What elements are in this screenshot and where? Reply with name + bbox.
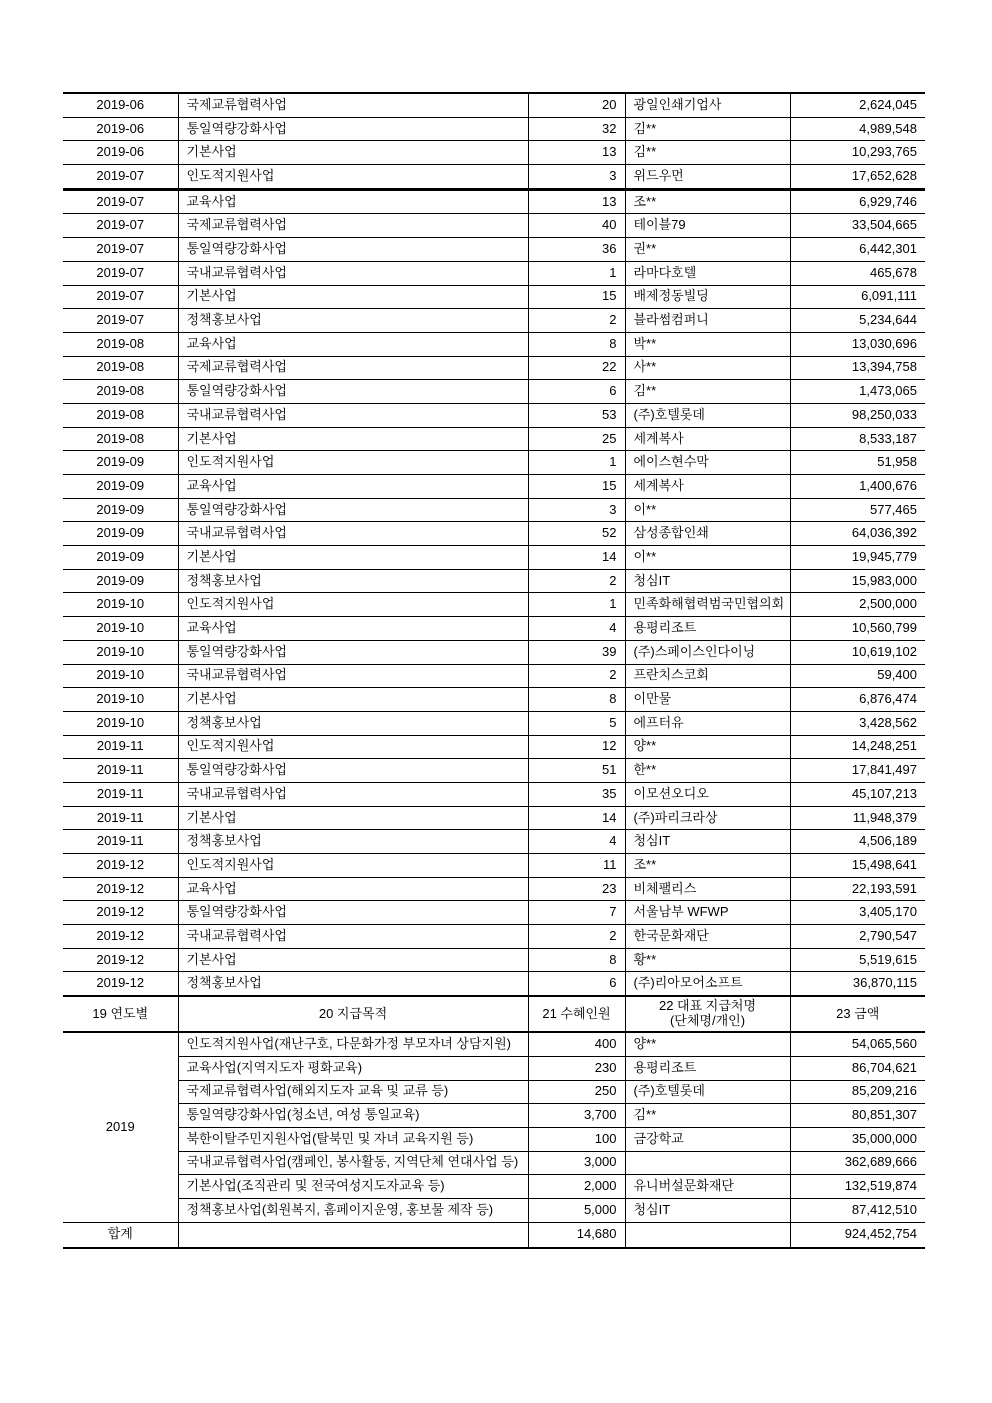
cell-beneficiaries: 23: [528, 877, 625, 901]
cell-amount: 17,652,628: [790, 165, 925, 190]
detail-row: [63, 877, 925, 901]
cell-beneficiaries: 25: [528, 427, 625, 451]
cell-recipient: 청심IT: [625, 830, 790, 854]
cell-beneficiaries: 15: [528, 475, 625, 499]
cell-recipient: 용평리조트: [625, 617, 790, 641]
cell-beneficiaries: 32: [528, 117, 625, 141]
cell-recipient: (주)파리크라상: [625, 806, 790, 830]
detail-row: [63, 546, 925, 570]
cell-beneficiaries: 13: [528, 189, 625, 214]
cell-year-month: 2019-11: [63, 782, 178, 806]
cell-beneficiaries: 35: [528, 782, 625, 806]
cell-amount: 6,091,111: [790, 285, 925, 309]
cell-recipient: (주)스페이스인다이닝: [625, 640, 790, 664]
cell-year-month: 2019-06: [63, 141, 178, 165]
detail-row: [63, 664, 925, 688]
cell-purpose: 기본사업: [178, 546, 528, 570]
cell-year-month: 2019-11: [63, 759, 178, 783]
cell-purpose: 인도적지원사업: [178, 451, 528, 475]
cell-recipient: 김**: [625, 117, 790, 141]
cell-amount: 80,851,307: [790, 1104, 925, 1128]
cell-year-month: 2019-10: [63, 593, 178, 617]
cell-recipient: 황**: [625, 948, 790, 972]
cell-beneficiaries: 7: [528, 901, 625, 925]
detail-row: [63, 830, 925, 854]
cell-purpose: 기본사업: [178, 427, 528, 451]
detail-row: [63, 380, 925, 404]
cell-recipient: 에프터유: [625, 711, 790, 735]
header-year-col: 19 연도별: [63, 996, 178, 1032]
cell-beneficiaries: 2: [528, 925, 625, 949]
summary-row: [63, 1175, 925, 1199]
cell-purpose: 기본사업(조직관리 및 전국여성지도자교육 등): [178, 1175, 528, 1199]
cell-amount: 15,983,000: [790, 569, 925, 593]
cell-recipient: 양**: [625, 1032, 790, 1056]
cell-recipient: 이모션오디오: [625, 782, 790, 806]
cell-purpose: 교육사업: [178, 475, 528, 499]
cell-amount: 14,248,251: [790, 735, 925, 759]
cell-purpose: 국내교류협력사업: [178, 403, 528, 427]
cell-beneficiaries: 11: [528, 854, 625, 878]
disbursement-table: [63, 92, 925, 1249]
cell-recipient: 이만물: [625, 688, 790, 712]
cell-amount: 11,948,379: [790, 806, 925, 830]
detail-row: [63, 593, 925, 617]
cell-beneficiaries: 6: [528, 380, 625, 404]
cell-amount: 362,689,666: [790, 1151, 925, 1175]
cell-year-month: 2019-12: [63, 972, 178, 996]
cell-amount: 465,678: [790, 261, 925, 285]
cell-recipient: 조**: [625, 854, 790, 878]
cell-purpose: 정책홍보사업: [178, 711, 528, 735]
cell-recipient: (주)호텔롯데: [625, 403, 790, 427]
cell-amount: 5,234,644: [790, 309, 925, 333]
total-section: [63, 1222, 925, 1248]
cell-summary-year: 2019: [63, 1032, 178, 1222]
cell-recipient: 서울남부 WFWP: [625, 901, 790, 925]
cell-purpose: 국제교류협력사업: [178, 356, 528, 380]
detail-row: [63, 735, 925, 759]
cell-year-month: 2019-10: [63, 711, 178, 735]
cell-beneficiaries: 2,000: [528, 1175, 625, 1199]
cell-recipient: 용평리조트: [625, 1056, 790, 1080]
cell-amount: 98,250,033: [790, 403, 925, 427]
cell-beneficiaries: 5,000: [528, 1198, 625, 1222]
cell-purpose: 국내교류협력사업(캠페인, 봉사활동, 지역단체 연대사업 등): [178, 1151, 528, 1175]
cell-amount: 6,442,301: [790, 238, 925, 262]
cell-amount: 13,030,696: [790, 332, 925, 356]
cell-purpose: 국제교류협력사업: [178, 214, 528, 238]
cell-year-month: 2019-07: [63, 214, 178, 238]
total-row: [63, 1222, 925, 1248]
cell-beneficiaries: 250: [528, 1080, 625, 1104]
cell-beneficiaries: 2: [528, 664, 625, 688]
cell-recipient: 이**: [625, 498, 790, 522]
cell-recipient: 유니버설문화재단: [625, 1175, 790, 1199]
cell-purpose: 인도적지원사업: [178, 854, 528, 878]
cell-year-month: 2019-08: [63, 380, 178, 404]
cell-year-month: 2019-08: [63, 403, 178, 427]
cell-beneficiaries: 39: [528, 640, 625, 664]
cell-year-month: 2019-07: [63, 189, 178, 214]
cell-recipient: 라마다호텔: [625, 261, 790, 285]
summary-row: [63, 1198, 925, 1222]
cell-recipient: 권**: [625, 238, 790, 262]
cell-purpose: 정책홍보사업(회원복지, 홈페이지운영, 홍보물 제작 등): [178, 1198, 528, 1222]
cell-year-month: 2019-09: [63, 475, 178, 499]
total-label: 합계: [63, 1222, 178, 1248]
cell-amount: 33,504,665: [790, 214, 925, 238]
cell-amount: 4,989,548: [790, 117, 925, 141]
cell-recipient: 블라썸컴퍼니: [625, 309, 790, 333]
cell-purpose: 국내교류협력사업: [178, 925, 528, 949]
cell-recipient: [625, 1151, 790, 1175]
cell-year-month: 2019-10: [63, 688, 178, 712]
cell-amount: 36,870,115: [790, 972, 925, 996]
cell-beneficiaries: 3: [528, 498, 625, 522]
cell-beneficiaries: 15: [528, 285, 625, 309]
cell-year-month: 2019-07: [63, 165, 178, 190]
header-purpose-col: 20 지급목적: [178, 996, 528, 1032]
cell-purpose: 인도적지원사업: [178, 165, 528, 190]
header-recipient-line2: (단체명/개인): [669, 1013, 746, 1029]
cell-amount: 19,945,779: [790, 546, 925, 570]
cell-recipient: 청심IT: [625, 569, 790, 593]
cell-amount: 86,704,621: [790, 1056, 925, 1080]
cell-purpose: 통일역량강화사업: [178, 640, 528, 664]
detail-row: [63, 285, 925, 309]
empty-cell: [625, 1222, 790, 1248]
cell-recipient: 조**: [625, 189, 790, 214]
cell-recipient: 금강학교: [625, 1127, 790, 1151]
cell-beneficiaries: 52: [528, 522, 625, 546]
cell-year-month: 2019-07: [63, 261, 178, 285]
detail-row: [63, 261, 925, 285]
cell-year-month: 2019-10: [63, 617, 178, 641]
detail-row: [63, 189, 925, 214]
cell-recipient: 프란치스코회: [625, 664, 790, 688]
cell-purpose: 정책홍보사업: [178, 569, 528, 593]
cell-purpose: 정책홍보사업: [178, 830, 528, 854]
cell-year-month: 2019-07: [63, 309, 178, 333]
cell-year-month: 2019-07: [63, 285, 178, 309]
cell-amount: 45,107,213: [790, 782, 925, 806]
cell-beneficiaries: 230: [528, 1056, 625, 1080]
cell-purpose: 국내교류협력사업: [178, 664, 528, 688]
cell-beneficiaries: 14: [528, 806, 625, 830]
detail-row: [63, 427, 925, 451]
empty-cell: [178, 1222, 528, 1248]
cell-recipient: 테이블79: [625, 214, 790, 238]
summary-row: [63, 1056, 925, 1080]
cell-purpose: 통일역량강화사업: [178, 117, 528, 141]
detail-row: [63, 854, 925, 878]
cell-purpose: 국내교류협력사업: [178, 522, 528, 546]
header-recipient-col: [625, 996, 790, 1032]
total-beneficiaries: 14,680: [528, 1222, 625, 1248]
cell-recipient: 민족화해협력범국민협의회: [625, 593, 790, 617]
detail-section: [63, 93, 925, 996]
header-section: [63, 996, 925, 1032]
cell-beneficiaries: 22: [528, 356, 625, 380]
cell-beneficiaries: 53: [528, 403, 625, 427]
cell-purpose: 국제교류협력사업: [178, 93, 528, 117]
detail-row: [63, 782, 925, 806]
cell-purpose: 교육사업: [178, 332, 528, 356]
cell-year-month: 2019-11: [63, 830, 178, 854]
cell-purpose: 교육사업: [178, 617, 528, 641]
cell-amount: 4,506,189: [790, 830, 925, 854]
detail-row: [63, 617, 925, 641]
detail-row: [63, 688, 925, 712]
cell-purpose: 교육사업: [178, 189, 528, 214]
cell-recipient: 사**: [625, 356, 790, 380]
cell-year-month: 2019-07: [63, 238, 178, 262]
cell-purpose: 북한이탈주민지원사업(탈북민 및 자녀 교육지원 등): [178, 1127, 528, 1151]
cell-purpose: 통일역량강화사업: [178, 380, 528, 404]
cell-purpose: 인도적지원사업(재난구호, 다문화가정 부모자녀 상담지원): [178, 1032, 528, 1056]
cell-amount: 3,428,562: [790, 711, 925, 735]
table-header-row: [63, 996, 925, 1032]
cell-amount: 35,000,000: [790, 1127, 925, 1151]
detail-row: [63, 403, 925, 427]
summary-row: [63, 1032, 925, 1056]
cell-amount: 6,929,746: [790, 189, 925, 214]
cell-amount: 1,400,676: [790, 475, 925, 499]
cell-recipient: 비체팰리스: [625, 877, 790, 901]
cell-recipient: 에이스현수막: [625, 451, 790, 475]
cell-purpose: 기본사업: [178, 688, 528, 712]
cell-amount: 577,465: [790, 498, 925, 522]
cell-amount: 10,619,102: [790, 640, 925, 664]
detail-row: [63, 806, 925, 830]
cell-amount: 6,876,474: [790, 688, 925, 712]
cell-amount: 87,412,510: [790, 1198, 925, 1222]
cell-purpose: 통일역량강화사업: [178, 901, 528, 925]
detail-row: [63, 214, 925, 238]
cell-amount: 51,958: [790, 451, 925, 475]
summary-row: [63, 1104, 925, 1128]
cell-recipient: 청심IT: [625, 1198, 790, 1222]
cell-beneficiaries: 13: [528, 141, 625, 165]
cell-recipient: 삼성종합인쇄: [625, 522, 790, 546]
cell-purpose: 기본사업: [178, 948, 528, 972]
cell-year-month: 2019-06: [63, 93, 178, 117]
cell-beneficiaries: 400: [528, 1032, 625, 1056]
cell-year-month: 2019-08: [63, 332, 178, 356]
cell-amount: 132,519,874: [790, 1175, 925, 1199]
cell-beneficiaries: 1: [528, 451, 625, 475]
cell-year-month: 2019-12: [63, 948, 178, 972]
cell-purpose: 인도적지원사업: [178, 593, 528, 617]
cell-recipient: 배제정동빌딩: [625, 285, 790, 309]
cell-amount: 3,405,170: [790, 901, 925, 925]
cell-amount: 10,560,799: [790, 617, 925, 641]
cell-recipient: 양**: [625, 735, 790, 759]
cell-amount: 59,400: [790, 664, 925, 688]
header-recipient-line1: 22 대표 지급처명: [658, 998, 757, 1014]
cell-amount: 13,394,758: [790, 356, 925, 380]
cell-beneficiaries: 3: [528, 165, 625, 190]
cell-beneficiaries: 3,000: [528, 1151, 625, 1175]
detail-row: [63, 948, 925, 972]
cell-amount: 17,841,497: [790, 759, 925, 783]
cell-purpose: 통일역량강화사업: [178, 238, 528, 262]
cell-beneficiaries: 4: [528, 830, 625, 854]
cell-purpose: 통일역량강화사업(청소년, 여성 통일교육): [178, 1104, 528, 1128]
cell-beneficiaries: 8: [528, 688, 625, 712]
cell-year-month: 2019-06: [63, 117, 178, 141]
cell-year-month: 2019-09: [63, 522, 178, 546]
cell-recipient: 김**: [625, 380, 790, 404]
detail-row: [63, 332, 925, 356]
cell-year-month: 2019-10: [63, 640, 178, 664]
cell-amount: 22,193,591: [790, 877, 925, 901]
header-beneficiaries-col: 21 수혜인원: [528, 996, 625, 1032]
cell-beneficiaries: 40: [528, 214, 625, 238]
cell-beneficiaries: 2: [528, 569, 625, 593]
cell-beneficiaries: 5: [528, 711, 625, 735]
header-amount-col: 23 금액: [790, 996, 925, 1032]
cell-amount: 85,209,216: [790, 1080, 925, 1104]
detail-row: [63, 141, 925, 165]
cell-purpose: 통일역량강화사업: [178, 759, 528, 783]
detail-row: [63, 475, 925, 499]
detail-row: [63, 522, 925, 546]
cell-beneficiaries: 6: [528, 972, 625, 996]
cell-year-month: 2019-10: [63, 664, 178, 688]
cell-purpose: 국제교류협력사업(해외지도자 교육 및 교류 등): [178, 1080, 528, 1104]
cell-recipient: 박**: [625, 332, 790, 356]
cell-amount: 64,036,392: [790, 522, 925, 546]
cell-recipient: 광일인쇄기업사: [625, 93, 790, 117]
cell-recipient: 이**: [625, 546, 790, 570]
cell-amount: 8,533,187: [790, 427, 925, 451]
cell-recipient: 김**: [625, 1104, 790, 1128]
cell-recipient: 세계복사: [625, 475, 790, 499]
cell-amount: 2,790,547: [790, 925, 925, 949]
cell-beneficiaries: 4: [528, 617, 625, 641]
cell-recipient: 위드우먼: [625, 165, 790, 190]
cell-amount: 1,473,065: [790, 380, 925, 404]
detail-row: [63, 238, 925, 262]
cell-purpose: 기본사업: [178, 806, 528, 830]
cell-year-month: 2019-09: [63, 498, 178, 522]
cell-beneficiaries: 51: [528, 759, 625, 783]
cell-beneficiaries: 36: [528, 238, 625, 262]
cell-recipient: 김**: [625, 141, 790, 165]
cell-year-month: 2019-12: [63, 854, 178, 878]
cell-recipient: 한국문화재단: [625, 925, 790, 949]
detail-row: [63, 93, 925, 117]
cell-beneficiaries: 2: [528, 309, 625, 333]
cell-amount: 2,500,000: [790, 593, 925, 617]
cell-beneficiaries: 12: [528, 735, 625, 759]
cell-beneficiaries: 3,700: [528, 1104, 625, 1128]
detail-row: [63, 117, 925, 141]
cell-purpose: 정책홍보사업: [178, 972, 528, 996]
cell-recipient: (주)호텔롯데: [625, 1080, 790, 1104]
cell-recipient: 한**: [625, 759, 790, 783]
cell-year-month: 2019-12: [63, 901, 178, 925]
cell-amount: 10,293,765: [790, 141, 925, 165]
cell-beneficiaries: 20: [528, 93, 625, 117]
summary-row: [63, 1127, 925, 1151]
cell-amount: 54,065,560: [790, 1032, 925, 1056]
cell-purpose: 인도적지원사업: [178, 735, 528, 759]
detail-row: [63, 498, 925, 522]
detail-row: [63, 309, 925, 333]
cell-year-month: 2019-12: [63, 877, 178, 901]
cell-purpose: 정책홍보사업: [178, 309, 528, 333]
summary-row: [63, 1151, 925, 1175]
cell-year-month: 2019-09: [63, 546, 178, 570]
cell-beneficiaries: 100: [528, 1127, 625, 1151]
cell-recipient: 세계복사: [625, 427, 790, 451]
detail-row: [63, 901, 925, 925]
cell-purpose: 국내교류협력사업: [178, 261, 528, 285]
detail-row: [63, 640, 925, 664]
summary-row: [63, 1080, 925, 1104]
total-amount: 924,452,754: [790, 1222, 925, 1248]
cell-beneficiaries: 8: [528, 948, 625, 972]
detail-row: [63, 925, 925, 949]
cell-purpose: 국내교류협력사업: [178, 782, 528, 806]
cell-beneficiaries: 1: [528, 261, 625, 285]
cell-year-month: 2019-08: [63, 427, 178, 451]
cell-year-month: 2019-09: [63, 569, 178, 593]
cell-purpose: 기본사업: [178, 141, 528, 165]
detail-row: [63, 356, 925, 380]
cell-beneficiaries: 14: [528, 546, 625, 570]
detail-row: [63, 451, 925, 475]
cell-year-month: 2019-11: [63, 806, 178, 830]
cell-purpose: 기본사업: [178, 285, 528, 309]
cell-amount: 5,519,615: [790, 948, 925, 972]
cell-beneficiaries: 8: [528, 332, 625, 356]
cell-year-month: 2019-09: [63, 451, 178, 475]
detail-row: [63, 569, 925, 593]
detail-row: [63, 711, 925, 735]
cell-amount: 2,624,045: [790, 93, 925, 117]
detail-row: [63, 165, 925, 190]
cell-year-month: 2019-12: [63, 925, 178, 949]
cell-beneficiaries: 1: [528, 593, 625, 617]
cell-purpose: 교육사업(지역지도자 평화교육): [178, 1056, 528, 1080]
cell-purpose: 교육사업: [178, 877, 528, 901]
cell-year-month: 2019-08: [63, 356, 178, 380]
cell-purpose: 통일역량강화사업: [178, 498, 528, 522]
cell-recipient: (주)리아모어소프트: [625, 972, 790, 996]
detail-row: [63, 759, 925, 783]
cell-year-month: 2019-11: [63, 735, 178, 759]
cell-amount: 15,498,641: [790, 854, 925, 878]
summary-section: [63, 1032, 925, 1222]
detail-row: [63, 972, 925, 996]
